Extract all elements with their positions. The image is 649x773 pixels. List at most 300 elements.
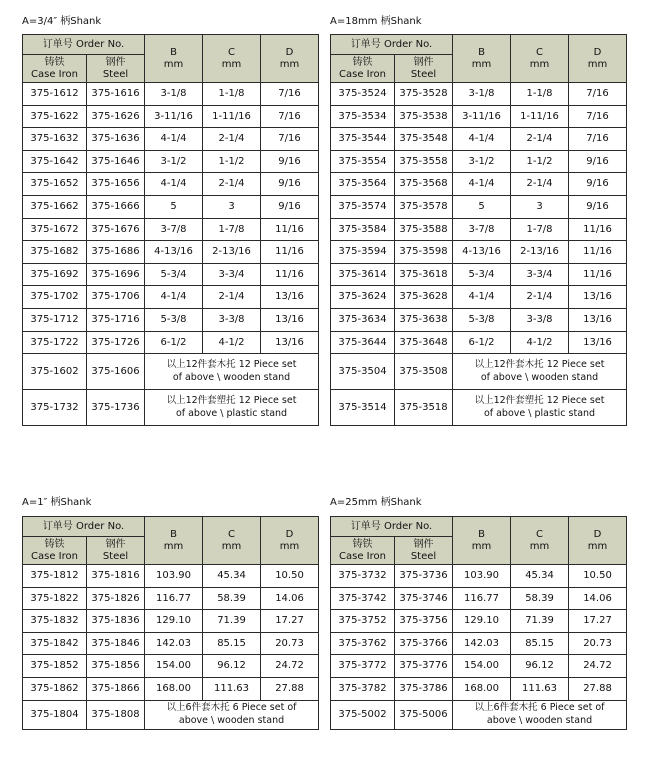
steel-cn-label: 钢件 [105, 539, 126, 550]
d-value: 27.88 [261, 677, 319, 700]
table-row [23, 128, 319, 151]
c-value: 96.12 [203, 655, 261, 678]
b-value: 142.03 [145, 632, 203, 655]
d-value: 11/16 [569, 218, 627, 241]
d-value: 7/16 [569, 105, 627, 128]
d-value: 17.27 [261, 610, 319, 633]
spec-table [22, 516, 319, 730]
unit-label: mm [471, 58, 492, 70]
d-value: 9/16 [261, 173, 319, 196]
cast-iron-no: 375-1692 [23, 263, 87, 286]
set-note-en: of above \ plastic stand [483, 407, 596, 419]
d-value: 11/16 [261, 218, 319, 241]
d-value: 9/16 [261, 150, 319, 173]
b-column-label: B [478, 47, 485, 58]
b-value: 3-7/8 [453, 218, 511, 241]
b-value: 4-13/16 [145, 241, 203, 264]
table-row [331, 587, 627, 610]
c-column-header [203, 517, 261, 565]
b-value: 5 [145, 195, 203, 218]
b-value: 4-1/4 [453, 173, 511, 196]
set-row [23, 354, 319, 390]
steel-no: 375-1866 [87, 677, 145, 700]
table-caption: A=1″ 柄Shank [22, 497, 92, 508]
d-value: 14.06 [261, 587, 319, 610]
order-no-label: 订单号 Order No. [42, 520, 125, 532]
header-row [331, 517, 627, 537]
set-note-line [145, 702, 318, 715]
b-value: 3-11/16 [453, 105, 511, 128]
cast-iron-no: 375-3544 [331, 128, 395, 151]
c-column-header [511, 517, 569, 565]
d-value: 7/16 [261, 83, 319, 106]
b-value: 116.77 [145, 587, 203, 610]
c-column-header [203, 35, 261, 83]
table-row [331, 565, 627, 588]
set-note-en: 12 Piece set [546, 358, 605, 370]
table-row [23, 677, 319, 700]
cast-iron-no: 375-1662 [23, 195, 87, 218]
b-value: 129.10 [453, 610, 511, 633]
header-row [23, 35, 319, 55]
b-value: 154.00 [453, 655, 511, 678]
set-row [331, 700, 627, 729]
steel-no: 375-1656 [87, 173, 145, 196]
b-value: 6-1/2 [453, 331, 511, 354]
table-row [331, 173, 627, 196]
b-value: 5-3/8 [453, 308, 511, 331]
table-row [23, 105, 319, 128]
b-column-header [453, 35, 511, 83]
cast-en-label: Case Iron [339, 68, 386, 80]
c-value: 58.39 [511, 587, 569, 610]
cast-iron-no: 375-1862 [23, 677, 87, 700]
steel-header [87, 537, 145, 565]
d-value: 27.88 [569, 677, 627, 700]
steel-no: 375-5006 [395, 700, 453, 729]
d-column-header [569, 517, 627, 565]
d-value: 9/16 [569, 173, 627, 196]
cast-iron-no: 375-1722 [23, 331, 87, 354]
b-value: 3-11/16 [145, 105, 203, 128]
cast-iron-no: 375-3584 [331, 218, 395, 241]
set-note-en: 12 Piece set [238, 394, 297, 406]
table-row [331, 150, 627, 173]
cast-en-label: Case Iron [339, 550, 386, 562]
steel-no: 375-3776 [395, 655, 453, 678]
unit-label: mm [221, 540, 242, 552]
c-value: 2-1/4 [511, 173, 569, 196]
b-value: 5-3/4 [145, 263, 203, 286]
b-column-label: B [478, 529, 485, 540]
set-note-cn: 以上6件套木托 [166, 701, 230, 713]
b-value: 154.00 [145, 655, 203, 678]
cast-iron-no: 375-1842 [23, 632, 87, 655]
steel-no: 375-3548 [395, 128, 453, 151]
table-row [331, 218, 627, 241]
d-value: 24.72 [261, 655, 319, 678]
cast-iron-no: 375-1652 [23, 173, 87, 196]
unit-label: mm [163, 58, 184, 70]
d-value: 14.06 [569, 587, 627, 610]
d-value: 17.27 [569, 610, 627, 633]
steel-no: 375-1606 [87, 354, 145, 390]
cast-iron-header [331, 537, 395, 565]
steel-no: 375-1846 [87, 632, 145, 655]
unit-label: mm [279, 540, 300, 552]
d-value: 11/16 [261, 263, 319, 286]
d-column-header [569, 35, 627, 83]
b-value: 3-1/8 [453, 83, 511, 106]
steel-no: 375-1636 [87, 128, 145, 151]
set-note-line [453, 702, 626, 715]
b-value: 103.90 [145, 565, 203, 588]
steel-en-label: Steel [102, 550, 129, 562]
b-column-label: B [170, 529, 177, 540]
c-value: 71.39 [511, 610, 569, 633]
d-value: 9/16 [569, 195, 627, 218]
cast-iron-no: 375-1812 [23, 565, 87, 588]
d-value: 13/16 [569, 286, 627, 309]
steel-no: 375-1826 [87, 587, 145, 610]
table-row [331, 241, 627, 264]
steel-no: 375-1856 [87, 655, 145, 678]
steel-header [395, 537, 453, 565]
steel-no: 375-3508 [395, 354, 453, 390]
cast-iron-no: 375-5002 [331, 700, 395, 729]
set-note-en: of above \ plastic stand [175, 407, 288, 419]
d-value: 13/16 [261, 286, 319, 309]
set-description [453, 354, 627, 390]
unit-label: mm [279, 58, 300, 70]
steel-no: 375-3528 [395, 83, 453, 106]
steel-no: 375-3598 [395, 241, 453, 264]
c-value: 4-1/2 [511, 331, 569, 354]
c-value: 71.39 [203, 610, 261, 633]
b-value: 5-3/4 [453, 263, 511, 286]
set-row [331, 354, 627, 390]
c-value: 96.12 [511, 655, 569, 678]
steel-no: 375-1706 [87, 286, 145, 309]
unit-label: mm [587, 58, 608, 70]
cast-iron-no: 375-3762 [331, 632, 395, 655]
b-value: 142.03 [453, 632, 511, 655]
d-value: 9/16 [569, 150, 627, 173]
b-column-header [145, 517, 203, 565]
b-column-header [453, 517, 511, 565]
c-column-header [511, 35, 569, 83]
c-value: 85.15 [203, 632, 261, 655]
table-caption: A=3/4″ 柄Shank [22, 16, 102, 27]
table-row [23, 241, 319, 264]
table-row [23, 587, 319, 610]
c-value: 45.34 [511, 565, 569, 588]
table-row [23, 655, 319, 678]
c-value: 85.15 [511, 632, 569, 655]
unit-label: mm [529, 58, 550, 70]
b-value: 4-13/16 [453, 241, 511, 264]
cast-iron-no: 375-3742 [331, 587, 395, 610]
set-note-en: of above \ wooden stand [172, 371, 291, 383]
table-row [331, 128, 627, 151]
table-row [23, 150, 319, 173]
cast-iron-no: 375-1732 [23, 390, 87, 426]
c-value: 1-11/16 [511, 105, 569, 128]
d-value: 9/16 [261, 195, 319, 218]
cast-iron-no: 375-3644 [331, 331, 395, 354]
steel-no: 375-1676 [87, 218, 145, 241]
table-row [23, 610, 319, 633]
steel-no: 375-3736 [395, 565, 453, 588]
c-value: 1-1/2 [511, 150, 569, 173]
d-value: 24.72 [569, 655, 627, 678]
c-column-label: C [536, 47, 543, 58]
table-row [23, 195, 319, 218]
steel-en-label: Steel [410, 550, 437, 562]
cast-iron-no: 375-3624 [331, 286, 395, 309]
cast-iron-no: 375-3574 [331, 195, 395, 218]
b-value: 3-1/2 [145, 150, 203, 173]
steel-cn-label: 钢件 [413, 57, 434, 68]
d-value: 7/16 [261, 128, 319, 151]
unit-label: mm [587, 540, 608, 552]
cast-iron-no: 375-3524 [331, 83, 395, 106]
cast-iron-no: 375-1632 [23, 128, 87, 151]
unit-label: mm [163, 540, 184, 552]
d-column-label: D [593, 529, 602, 540]
set-note-en: above \ wooden stand [486, 714, 593, 726]
steel-no: 375-1716 [87, 308, 145, 331]
c-value: 4-1/2 [203, 331, 261, 354]
c-value: 2-1/4 [511, 128, 569, 151]
c-value: 2-1/4 [203, 286, 261, 309]
d-value: 20.73 [569, 632, 627, 655]
steel-no: 375-3628 [395, 286, 453, 309]
steel-no: 375-1836 [87, 610, 145, 633]
cast-iron-no: 375-1642 [23, 150, 87, 173]
b-value: 6-1/2 [145, 331, 203, 354]
d-value: 11/16 [261, 241, 319, 264]
order-no-header [23, 35, 145, 55]
b-value: 3-7/8 [145, 218, 203, 241]
steel-no: 375-3618 [395, 263, 453, 286]
set-description [145, 354, 319, 390]
table-row [331, 677, 627, 700]
b-column-label: B [170, 47, 177, 58]
cast-iron-no: 375-1612 [23, 83, 87, 106]
d-value: 7/16 [261, 105, 319, 128]
steel-no: 375-3756 [395, 610, 453, 633]
steel-no: 375-3518 [395, 390, 453, 426]
c-value: 1-1/8 [203, 83, 261, 106]
table-row [331, 331, 627, 354]
d-column-label: D [285, 47, 294, 58]
steel-no: 375-1626 [87, 105, 145, 128]
table-row [23, 331, 319, 354]
c-value: 1-1/2 [203, 150, 261, 173]
cast-iron-no: 375-3564 [331, 173, 395, 196]
set-note-line [453, 359, 626, 372]
steel-no: 375-3648 [395, 331, 453, 354]
cast-iron-no: 375-1672 [23, 218, 87, 241]
d-value: 13/16 [569, 331, 627, 354]
steel-no: 375-1816 [87, 565, 145, 588]
cast-iron-no: 375-3514 [331, 390, 395, 426]
steel-no: 375-3786 [395, 677, 453, 700]
c-value: 3 [511, 195, 569, 218]
cast-cn-label: 铸铁 [352, 539, 373, 550]
d-value: 13/16 [261, 331, 319, 354]
d-column-label: D [285, 529, 294, 540]
steel-no: 375-1686 [87, 241, 145, 264]
cast-iron-no: 375-3534 [331, 105, 395, 128]
steel-cn-label: 钢件 [413, 539, 434, 550]
cast-iron-header [331, 55, 395, 83]
steel-no: 375-3558 [395, 150, 453, 173]
steel-no: 375-1726 [87, 331, 145, 354]
set-note-cn: 以上12件套塑托 [474, 394, 544, 406]
cast-iron-no: 375-1804 [23, 700, 87, 729]
cast-en-label: Case Iron [31, 550, 78, 562]
set-note-line [145, 395, 318, 408]
c-value: 3 [203, 195, 261, 218]
cast-iron-no: 375-1832 [23, 610, 87, 633]
spec-table [22, 34, 319, 426]
b-value: 4-1/4 [453, 128, 511, 151]
c-value: 2-1/4 [203, 173, 261, 196]
steel-cn-label: 钢件 [105, 57, 126, 68]
set-note-en: above \ wooden stand [178, 714, 285, 726]
steel-no: 375-3538 [395, 105, 453, 128]
cast-iron-no: 375-3732 [331, 565, 395, 588]
steel-no: 375-3578 [395, 195, 453, 218]
steel-no: 375-1666 [87, 195, 145, 218]
set-note-cn: 以上12件套木托 [474, 358, 544, 370]
cast-iron-header [23, 537, 87, 565]
cast-cn-label: 铸铁 [44, 539, 65, 550]
d-value: 7/16 [569, 83, 627, 106]
table-caption: A=18mm 柄Shank [330, 16, 422, 27]
set-row [23, 700, 319, 729]
unit-label: mm [471, 540, 492, 552]
c-value: 2-13/16 [511, 241, 569, 264]
c-value: 3-3/8 [511, 308, 569, 331]
cast-iron-no: 375-1822 [23, 587, 87, 610]
cast-iron-no: 375-3634 [331, 308, 395, 331]
cast-iron-no: 375-3782 [331, 677, 395, 700]
cast-iron-no: 375-1602 [23, 354, 87, 390]
b-value: 3-1/8 [145, 83, 203, 106]
steel-no: 375-1646 [87, 150, 145, 173]
cast-iron-no: 375-1712 [23, 308, 87, 331]
d-column-label: D [593, 47, 602, 58]
table-row [331, 308, 627, 331]
c-value: 3-3/4 [511, 263, 569, 286]
b-value: 5-3/8 [145, 308, 203, 331]
steel-no: 375-1808 [87, 700, 145, 729]
b-value: 116.77 [453, 587, 511, 610]
header-row [331, 35, 627, 55]
d-value: 11/16 [569, 241, 627, 264]
b-value: 4-1/4 [145, 128, 203, 151]
set-note-en: 6 Piece set of [540, 701, 605, 713]
b-value: 129.10 [145, 610, 203, 633]
c-value: 1-7/8 [511, 218, 569, 241]
d-column-header [261, 35, 319, 83]
set-description [145, 390, 319, 426]
cast-iron-no: 375-3614 [331, 263, 395, 286]
set-note-en: 6 Piece set of [232, 701, 297, 713]
table-row [331, 286, 627, 309]
c-value: 111.63 [203, 677, 261, 700]
cast-iron-no: 375-3772 [331, 655, 395, 678]
steel-en-label: Steel [410, 68, 437, 80]
d-value: 13/16 [261, 308, 319, 331]
cast-iron-no: 375-3504 [331, 354, 395, 390]
table-row [23, 218, 319, 241]
steel-no: 375-1616 [87, 83, 145, 106]
set-note-line [453, 395, 626, 408]
set-description [145, 700, 319, 729]
b-value: 4-1/4 [145, 173, 203, 196]
b-value: 5 [453, 195, 511, 218]
order-no-label: 订单号 Order No. [350, 520, 433, 532]
spec-table [330, 516, 627, 730]
table-row [23, 263, 319, 286]
steel-no: 375-3588 [395, 218, 453, 241]
cast-cn-label: 铸铁 [352, 57, 373, 68]
table-row [23, 565, 319, 588]
c-column-label: C [228, 47, 235, 58]
set-note-line [145, 359, 318, 372]
cast-iron-no: 375-3752 [331, 610, 395, 633]
c-value: 2-1/4 [511, 286, 569, 309]
header-row [23, 517, 319, 537]
c-value: 58.39 [203, 587, 261, 610]
table-row [23, 308, 319, 331]
set-description [453, 390, 627, 426]
cast-iron-no: 375-3554 [331, 150, 395, 173]
set-note-en: of above \ wooden stand [480, 371, 599, 383]
table-row [23, 173, 319, 196]
order-no-header [331, 35, 453, 55]
steel-no: 375-3766 [395, 632, 453, 655]
d-value: 13/16 [569, 308, 627, 331]
steel-no: 375-1696 [87, 263, 145, 286]
order-no-header [23, 517, 145, 537]
table-caption: A=25mm 柄Shank [330, 497, 422, 508]
steel-no: 375-3638 [395, 308, 453, 331]
order-no-label: 订单号 Order No. [42, 38, 125, 50]
table-row [331, 83, 627, 106]
set-note-en: 12 Piece set [546, 394, 605, 406]
table-row [23, 632, 319, 655]
c-value: 2-1/4 [203, 128, 261, 151]
cast-iron-no: 375-1622 [23, 105, 87, 128]
spec-table [330, 34, 627, 426]
d-value: 10.50 [569, 565, 627, 588]
d-column-header [261, 517, 319, 565]
table-row [23, 83, 319, 106]
steel-no: 375-3746 [395, 587, 453, 610]
cast-iron-no: 375-1682 [23, 241, 87, 264]
set-note-en: 12 Piece set [238, 358, 297, 370]
c-value: 1-7/8 [203, 218, 261, 241]
order-no-label: 订单号 Order No. [350, 38, 433, 50]
set-note-cn: 以上12件套木托 [166, 358, 236, 370]
b-value: 4-1/4 [145, 286, 203, 309]
c-value: 111.63 [511, 677, 569, 700]
